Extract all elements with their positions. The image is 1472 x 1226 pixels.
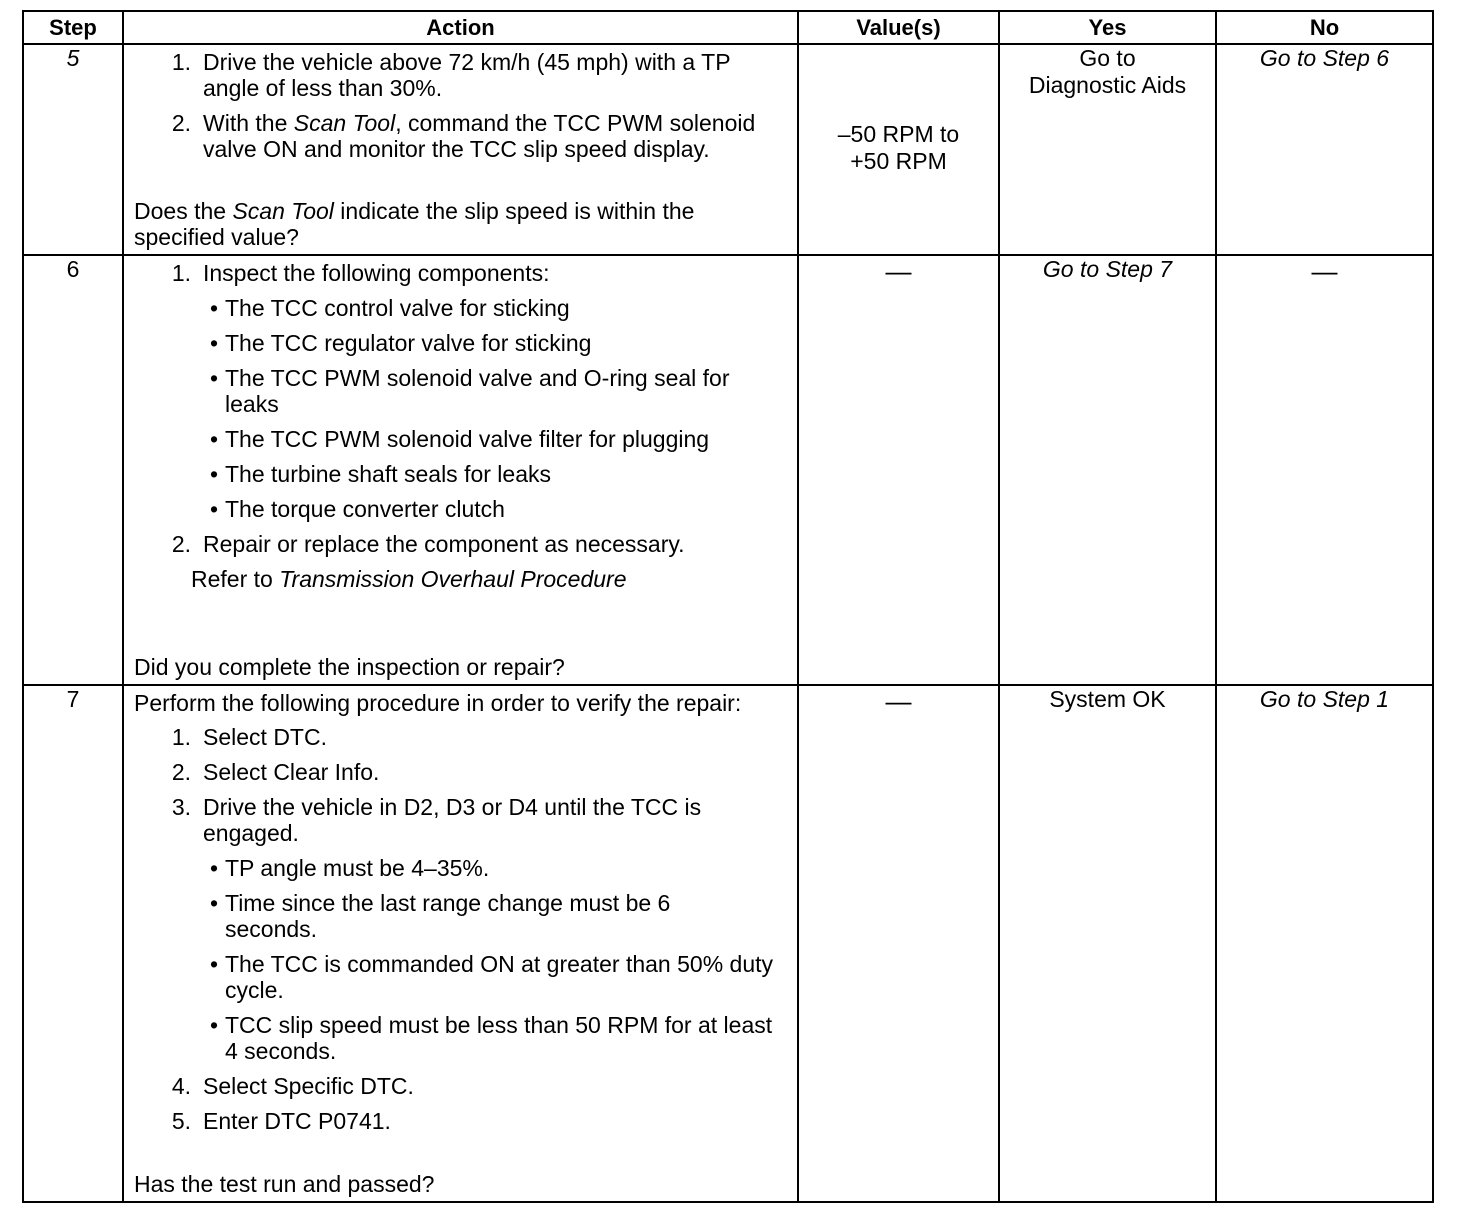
yes-cell: Go to Step 7 [999, 255, 1216, 685]
diagnostic-table [22, 10, 1434, 1203]
procedure-intro: Perform the following procedure in order to verify the repair: [134, 690, 742, 716]
list-item: 3. Drive the vehicle in D2, D3 or D4 until the TCC is engaged. [171, 794, 702, 846]
bullet-item: • Time since the last range change must be 6 seconds. [209, 890, 671, 942]
header-step: Step [23, 11, 123, 44]
action-cell [123, 44, 798, 255]
bullet-item: • The TCC regulator valve for sticking [209, 330, 592, 356]
list-item: 1. Drive the vehicle above 72 km/h (45 mph) with a TP angle of less than 30%. [171, 49, 731, 101]
bullet-item: • The TCC is commanded ON at greater than 50% duty cycle. [209, 951, 774, 1003]
action-cell [123, 255, 798, 685]
header-yes: Yes [999, 11, 1216, 44]
header-values: Value(s) [798, 11, 999, 44]
list-item: 4. Select Specific DTC. [171, 1073, 414, 1099]
yes-cell: Go to Diagnostic Aids [999, 44, 1216, 255]
step-question: Has the test run and passed? [134, 1171, 435, 1197]
bullet-item: • The TCC PWM solenoid valve filter for plugging [209, 426, 710, 452]
scan-tool-term: Scan Tool [293, 110, 396, 136]
table-row-step-5 [23, 44, 1433, 255]
list-item: 2. Select Clear Info. [171, 759, 380, 785]
header-row [23, 11, 1433, 44]
header-no: No [1216, 11, 1433, 44]
list-item: 2. Repair or replace the component as necessary. [171, 531, 685, 557]
bullet-item: • The turbine shaft seals for leaks [209, 461, 551, 487]
list-item: 5. Enter DTC P0741. [171, 1108, 391, 1134]
value-cell: –50 RPM to +50 RPM [798, 44, 999, 255]
yes-cell: System OK [999, 685, 1216, 1202]
action-cell [123, 685, 798, 1202]
table-row-step-7 [23, 685, 1433, 1202]
list-item: 2. With the Scan Tool, command the TCC PWM solenoid valve ON and monitor the TCC slip speed display. [171, 110, 756, 162]
no-cell: — [1216, 255, 1433, 685]
step-question: Does the Scan Tool indicate the slip speed is within the specified value? [134, 198, 695, 250]
step-number: 7 [23, 685, 123, 1202]
value-cell: — [798, 255, 999, 685]
no-cell: Go to Step 1 [1216, 685, 1433, 1202]
header-action: Action [123, 11, 798, 44]
table-row-step-6 [23, 255, 1433, 685]
bullet-item: • TP angle must be 4–35%. [209, 855, 490, 881]
reference-note: Refer to Transmission Overhaul Procedure [191, 566, 627, 592]
no-cell: Go to Step 6 [1216, 44, 1433, 255]
step-number: 5 [23, 44, 123, 255]
bullet-item: • The torque converter clutch [209, 496, 505, 522]
list-item: 1. Inspect the following components: [171, 260, 550, 286]
step-question: Did you complete the inspection or repair? [134, 654, 565, 680]
bullet-item: • The TCC control valve for sticking [209, 295, 570, 321]
step-number: 6 [23, 255, 123, 685]
bullet-item: • TCC slip speed must be less than 50 RPM for at least 4 seconds. [209, 1012, 773, 1064]
bullet-item: • The TCC PWM solenoid valve and O-ring seal for leaks [209, 365, 730, 417]
value-cell: — [798, 685, 999, 1202]
list-item: 1. Select DTC. [171, 724, 327, 750]
